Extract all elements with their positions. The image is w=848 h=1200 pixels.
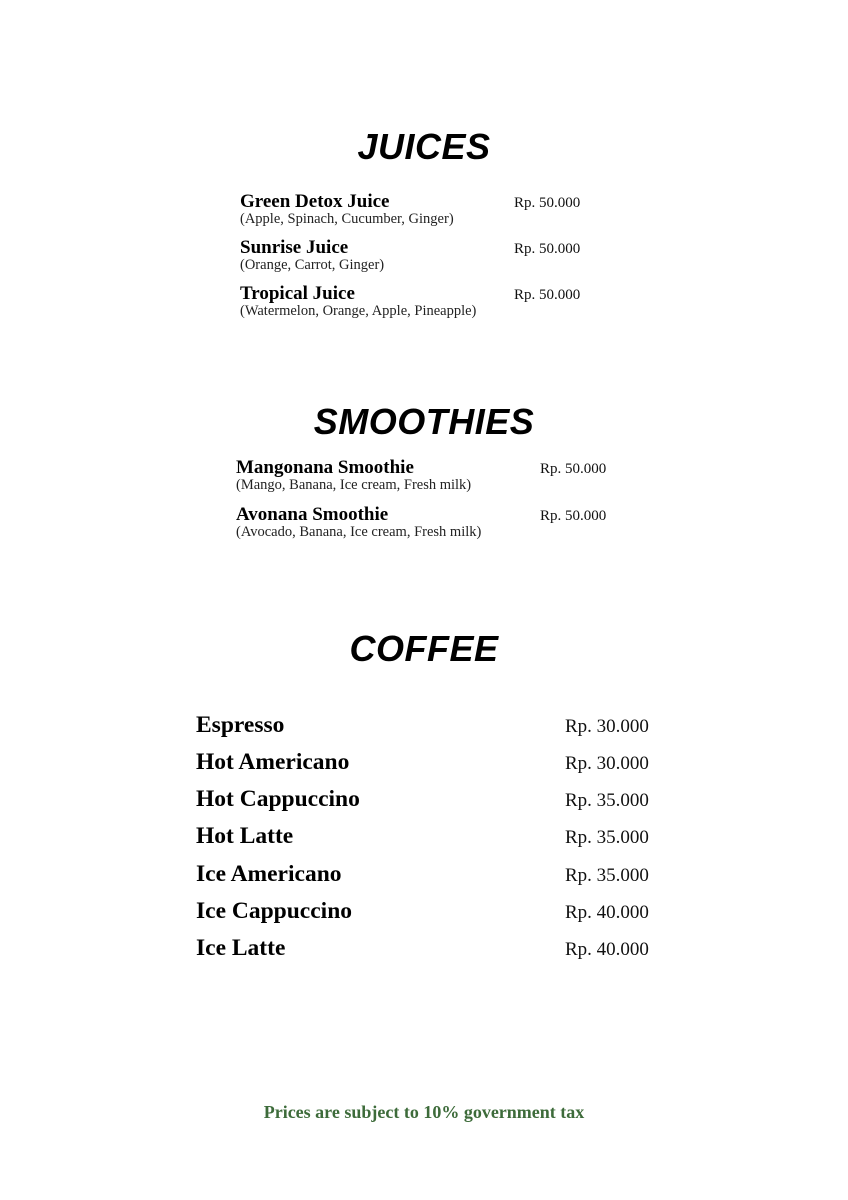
item-description: (Avocado, Banana, Ice cream, Fresh milk) bbox=[236, 524, 482, 540]
coffee-price: Rp. 35.000 bbox=[565, 827, 649, 848]
coffee-price: Rp. 35.000 bbox=[565, 790, 649, 811]
coffee-item-hot-cappuccino: Hot Cappuccino bbox=[196, 786, 360, 812]
item-price: Rp. 50.000 bbox=[514, 241, 581, 257]
menu-item-sunrise-juice bbox=[240, 238, 384, 273]
item-name: Sunrise Juice bbox=[240, 237, 349, 258]
juices-heading: JUICES bbox=[357, 126, 491, 167]
coffee-heading: COFFEE bbox=[349, 628, 499, 669]
coffee-item-espresso: Espresso bbox=[196, 712, 285, 738]
coffee-price: Rp. 30.000 bbox=[565, 753, 649, 774]
item-name: Avonana Smoothie bbox=[236, 504, 389, 525]
item-price: Rp. 50.000 bbox=[540, 508, 607, 524]
item-name: Mangonana Smoothie bbox=[236, 457, 414, 478]
menu-item-tropical-juice bbox=[240, 284, 476, 319]
coffee-item-ice-latte: Ice Latte bbox=[196, 935, 286, 961]
menu-item-mangonana-smoothie bbox=[236, 458, 471, 493]
smoothies-heading: SMOOTHIES bbox=[313, 401, 535, 442]
coffee-price: Rp. 40.000 bbox=[565, 939, 649, 960]
item-description: (Watermelon, Orange, Apple, Pineapple) bbox=[240, 303, 477, 319]
item-price: Rp. 50.000 bbox=[514, 287, 581, 303]
coffee-price: Rp. 40.000 bbox=[565, 902, 649, 923]
item-description: (Orange, Carrot, Ginger) bbox=[240, 257, 385, 273]
coffee-price: Rp. 35.000 bbox=[565, 865, 649, 886]
item-name: Green Detox Juice bbox=[240, 191, 390, 212]
item-price: Rp. 50.000 bbox=[514, 195, 581, 211]
item-description: (Apple, Spinach, Cucumber, Ginger) bbox=[240, 211, 454, 227]
item-name: Tropical Juice bbox=[240, 283, 355, 304]
item-price: Rp. 50.000 bbox=[540, 461, 607, 477]
menu-item-avonana-smoothie bbox=[236, 505, 481, 540]
coffee-price: Rp. 30.000 bbox=[565, 716, 649, 737]
coffee-item-ice-cappuccino: Ice Cappuccino bbox=[196, 898, 353, 924]
tax-note: Prices are subject to 10% government tax bbox=[263, 1102, 585, 1122]
item-description: (Mango, Banana, Ice cream, Fresh milk) bbox=[236, 477, 472, 493]
menu-item-green-detox-juice bbox=[240, 192, 454, 227]
coffee-item-ice-americano: Ice Americano bbox=[196, 861, 342, 887]
coffee-item-hot-americano: Hot Americano bbox=[196, 749, 350, 775]
coffee-item-hot-latte: Hot Latte bbox=[196, 823, 294, 849]
